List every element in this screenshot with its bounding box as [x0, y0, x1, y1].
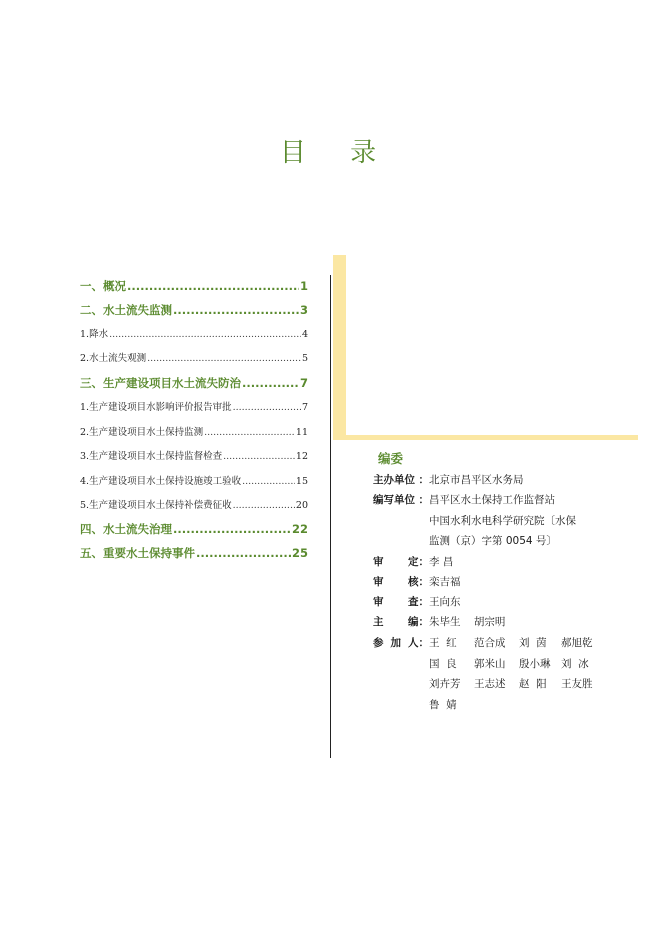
toc-page-number: 11 [295, 427, 308, 438]
toc-leader-dots [233, 500, 295, 511]
member-name: 王志述 [474, 678, 506, 690]
decorative-bar-vertical [333, 255, 346, 438]
toc-entry[interactable] [80, 399, 308, 413]
credit-chief: 主 编： 朱毕生 胡宗明 [373, 616, 506, 628]
host-label: 主办单位 [373, 474, 415, 486]
member-name: 国 良 [429, 657, 457, 670]
toc-entry[interactable] [80, 448, 308, 462]
credit-editor: 编写单位 ： 昌平区水土保持工作监督站 [373, 494, 555, 506]
toc-leader-dots [196, 546, 291, 560]
chief-value: 朱毕生 胡宗明 [429, 616, 506, 628]
toc-entry-title: 2.水土流失观测 [80, 353, 147, 364]
toc-entry[interactable] [80, 473, 308, 487]
toc-entry-title: 3.生产建设项目水土保持监督检查 [80, 451, 223, 462]
toc-entry[interactable] [80, 545, 308, 561]
toc-entry-title: 三、生产建设项目水土流失防治 [80, 376, 241, 390]
approve-value: 李 昌 [429, 556, 454, 568]
toc-page-number: 4 [301, 329, 308, 340]
editor-line-3: 监测（京）字第 0054 号〕 [429, 535, 557, 547]
member-name: 王友胜 [561, 678, 593, 690]
toc-entry-title: 2.生产建设项目水土保持监测 [80, 427, 204, 438]
toc-entry[interactable] [80, 424, 308, 438]
toc-page-number: 7 [301, 402, 308, 413]
toc-entry-title: 一、概况 [80, 279, 126, 293]
host-value: 北京市昌平区水务局 [429, 474, 524, 486]
member-name: 范合成 [474, 637, 506, 649]
toc-leader-dots [223, 451, 295, 462]
toc-entry-title: 4.生产建设项目水土保持设施竣工验收 [80, 476, 242, 487]
toc-page-number: 22 [291, 522, 308, 536]
review-value: 王向东 [429, 596, 461, 608]
credit-review: 审 查： 王向东 [373, 596, 461, 608]
toc-leader-dots [147, 353, 301, 364]
member-name: 鲁 婧 [429, 698, 457, 711]
credit-verify: 审 核： 栾吉福 [373, 576, 461, 588]
credits-title: 编委 [378, 451, 404, 466]
toc-entry-title: 1.降水 [80, 329, 109, 340]
verify-value: 栾吉福 [429, 576, 461, 588]
toc-entry[interactable] [80, 326, 308, 340]
editor-line-1: 昌平区水土保持工作监督站 [429, 494, 555, 506]
member-name: 郭米山 [474, 657, 506, 670]
toc-leader-dots [173, 303, 299, 317]
member-name: 赵 阳 [519, 678, 547, 690]
toc-page-number: 3 [299, 303, 308, 317]
member-name: 王 红 [429, 637, 457, 649]
toc-entry-title: 五、重要水土保持事件 [80, 546, 195, 560]
decorative-bar-horizontal [333, 435, 638, 440]
toc-page-number: 7 [299, 376, 308, 390]
toc-entry[interactable] [80, 521, 308, 537]
toc-page-number: 20 [295, 500, 308, 511]
toc-page-number: 1 [299, 279, 308, 293]
toc-leader-dots [127, 279, 299, 293]
member-name: 殷小琳 [519, 657, 551, 670]
credit-host: 主办单位 ： 北京市昌平区水务局 [373, 474, 524, 486]
page-title: 目 录 [279, 138, 395, 168]
toc-leader-dots [242, 476, 295, 487]
credit-members: 参 加 人： [373, 637, 429, 649]
toc-entry[interactable] [80, 302, 308, 318]
member-name: 刘卉芳 [429, 678, 461, 690]
toc-entry[interactable] [80, 497, 308, 511]
divider-line [330, 275, 331, 758]
toc-leader-dots [233, 402, 301, 413]
toc-entry-title: 1.生产建设项目水影响评价报告审批 [80, 402, 232, 413]
toc-page-number: 25 [291, 546, 308, 560]
toc-entry[interactable] [80, 350, 308, 364]
member-name: 郝旭乾 [561, 637, 593, 649]
toc-page-number: 5 [301, 353, 308, 364]
toc-entry[interactable] [80, 278, 308, 294]
toc-leader-dots [242, 376, 299, 390]
toc-leader-dots [109, 329, 301, 340]
toc-leader-dots [204, 427, 295, 438]
credit-approve: 审 定： 李 昌 [373, 556, 454, 568]
member-name: 刘 茵 [519, 637, 547, 649]
toc-page-number: 15 [295, 476, 308, 487]
toc-page-number: 12 [295, 451, 308, 462]
toc-entry-title: 二、水土流失监测 [80, 303, 172, 317]
toc-entry[interactable] [80, 375, 308, 391]
editor-label: 编写单位 [373, 494, 415, 506]
toc-entry-title: 四、水土流失治理 [80, 522, 172, 536]
editor-line-2: 中国水利水电科学研究院〔水保 [429, 515, 576, 527]
member-name: 刘 冰 [561, 657, 589, 670]
toc-entry-title: 5.生产建设项目水土保持补偿费征收 [80, 500, 232, 511]
toc-leader-dots [173, 522, 291, 536]
